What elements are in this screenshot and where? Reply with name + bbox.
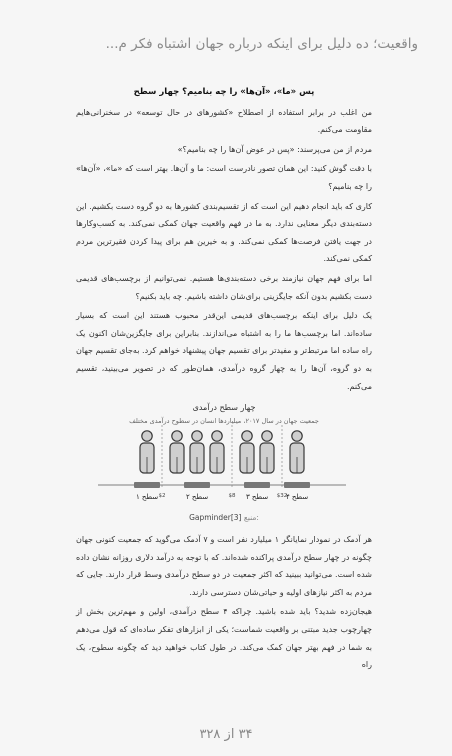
level-label: سطح ۲ (185, 493, 209, 502)
paragraph: هر آدمک در نمودار نمایانگر ۱ میلیارد نفر است و ۷ آدمک می‌گوید که جمعیت کنونی جهان چگونه در چهار سطح درآمدی پراکنده شده‌اند. که با توجه به درآمد دلاری روزانه نشان داده شده است. می‌توانید ببینید که اکثر جمعیت در دو سطح درآمدی وسط قرار دارند. جایی که مردم به اکثر نیازهای اولیه و حیاتی‌شان دسترسی دارند. (76, 535, 372, 597)
level-marker (284, 482, 310, 488)
threshold-label: $8 (228, 493, 236, 500)
paragraph: من اغلب در برابر استفاده از اصطلاح «کشورهای در حال توسعه» در سخنرانی‌هایم مقاومت می‌کنم. (76, 107, 372, 135)
paragraph: با دقت گوش کنید: این همان تصور نادرست است: ما و آن‌ها. بهتر است که «ما»، «آن‌ها» را چه بنامیم؟ (76, 164, 372, 191)
person-head (142, 431, 152, 441)
income-levels-figure (76, 397, 372, 527)
income-levels-chart (94, 423, 350, 507)
figure-subtitle: جمعیت جهان در سال ۲۰۱۷، میلیاردها انسان در سطوح درآمدی مختلف (129, 417, 319, 426)
paragraph: هیجان‌زده شدید؟ باید شده باشید. چراکه ۴ سطح درآمدی، اولین و مهم‌ترین بخش از چهارچوب جدید مبتنی بر واقعیت شماست؛ یکی از ابزارهای تفکر ساده‌ای که قول می‌دهم به شما در فهم بهتر جهان کمک می‌کند. در طول کتاب خواهید دید که چگونه سطوح، یک راه (76, 607, 372, 670)
person-head (192, 431, 202, 441)
threshold-label: $2 (158, 493, 166, 500)
person-head (292, 431, 302, 441)
person-head (242, 431, 252, 441)
level-marker (244, 482, 270, 488)
section-heading: پس «ما»، «آن‌ها» را چه بنامیم؟ چهار سطح (133, 87, 315, 97)
paragraph: یک دلیل برای اینکه برچسب‌های قدیمی این‌قدر محبوب هستند این است که بسیار ساده‌اند. اما برچسب‌ها ما را به اشتباه می‌اندازند. بنابراین برای جایگزین‌شان اکنون یک راه ساده اما مرتبط‌تر و مفیدتر برای تقسیم جهان پیشنهاد خواهم کرد. به‌جای تقسیم جهان به دو گروه، آن‌ها را به چهار گروه درآمدی، همان‌طور که در تصویر می‌بینید، تقسیم می‌کنم. (76, 311, 372, 391)
book-title[interactable]: واقعیت؛ ده دلیل برای اینکه درباره جهان اشتباه فکر م... (105, 36, 418, 52)
level-marker (134, 482, 160, 488)
page-indicator: ۳۴ از ۳۲۸ (199, 727, 253, 742)
person-head (172, 431, 182, 441)
figure-source (76, 509, 372, 527)
figure-source-label: منبع: (243, 513, 259, 523)
person-head (262, 431, 272, 441)
paragraph: اما برای فهم جهان نیازمند برخی دسته‌بندی‌ها هستیم. نمی‌توانیم از برچسب‌های قدیمی دست بکشیم بدون آنکه جایگزینی برای‌شان داشته باشیم. چه باید بکنیم؟ (76, 273, 372, 301)
level-label: سطح ۳ (245, 493, 269, 502)
level-marker (184, 482, 210, 488)
figure-title: چهار سطح درآمدی (192, 403, 256, 413)
page-content (76, 84, 372, 676)
level-label: سطح ۴ (285, 493, 309, 502)
figure-source-value: Gapminder[3] (189, 513, 242, 523)
paragraph: مردم از من می‌پرسند: «پس در عوض آن‌ها را چه بنامیم؟» (177, 144, 372, 154)
paragraph: کاری که باید انجام دهیم این است که از تقسیم‌بندی کشورها به دو گروه دست بکشیم. این دسته‌بندی دیگر معنایی ندارد. به ما در فهم واقعیت جهان کمکی نمی‌کند. به کسب‌وکارها در جهت یافتن فرصت‌ها کمکی نمی‌کند. و به خیرین هم برای پیدا کردن فقیرترین مردم کمکی نمی‌کند. (76, 201, 372, 264)
person-head (212, 431, 222, 441)
level-label: سطح ۱ (135, 493, 159, 502)
threshold-label: $32 (276, 493, 288, 500)
